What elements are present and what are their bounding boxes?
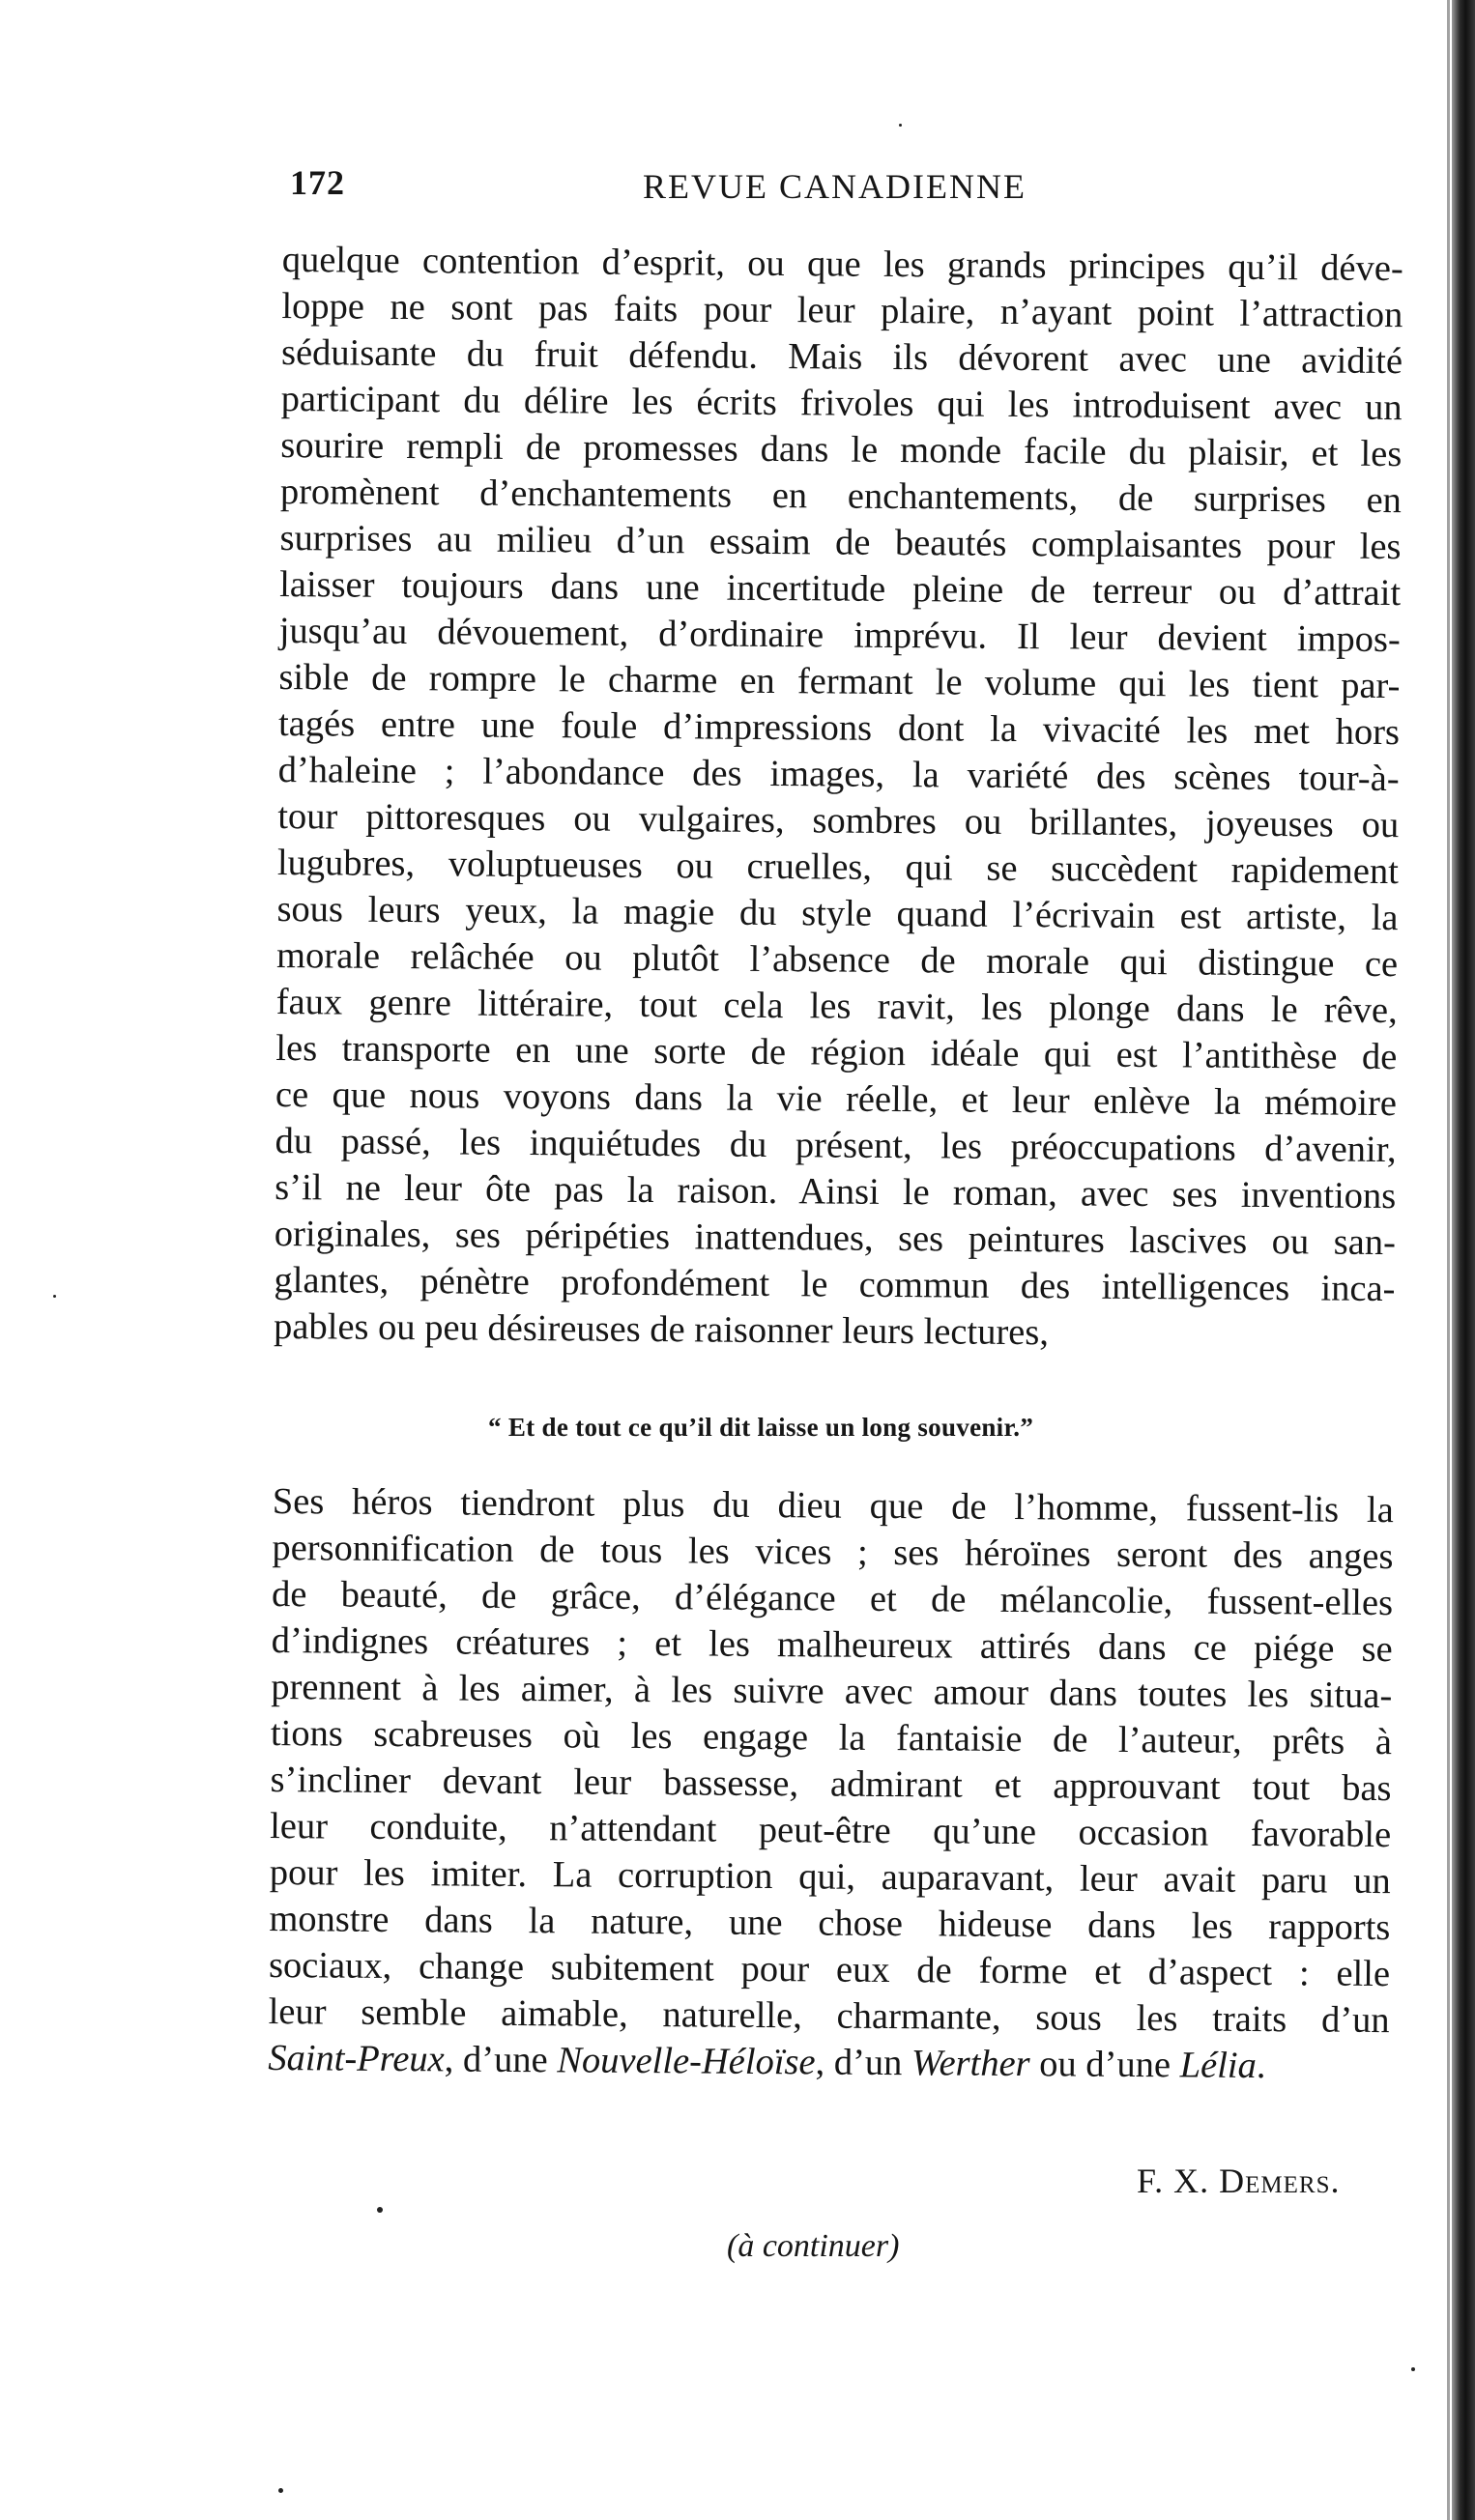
text-line: leur semble aimable, naturelle, charmante, sous les traits d’un <box>268 1990 1390 2042</box>
text-line: lugubres, voluptueuses ou cruelles, qui se succèdent rapidement <box>276 842 1400 893</box>
text-line: jusqu’au dévouement, d’ordinaire imprévu. Il leur devient impos- <box>278 610 1401 661</box>
continuation-note: (à continuer) <box>727 2228 900 2264</box>
text-line: sociaux, change subitement pour eux de forme et d’aspect : elle <box>268 1944 1391 1995</box>
binding-shadow <box>1447 0 1450 2520</box>
author-signature <box>1137 2161 1341 2201</box>
text-line: leur conduite, n’attendant peut-être qu’une occasion favorable <box>270 1805 1392 1856</box>
text-line: d’haleine ; l’abondance des images, la variété des scènes tour-à- <box>277 749 1400 800</box>
text-line: sourire rempli de promesses dans le monde facile du plaisir, et les <box>280 424 1403 475</box>
text-line: séduisante du fruit défendu. Mais ils dévorent avec une avidité <box>280 331 1403 383</box>
text-line: laisser toujours dans une incertitude pleine de terreur ou d’attrait <box>279 563 1402 615</box>
text-line: tour pittoresques ou vulgaires, sombres ou brillantes, joyeuses ou <box>277 795 1400 846</box>
text-line: quelque contention d’esprit, ou que les grands principes qu’il déve- <box>281 239 1403 290</box>
text-fragment: , d’une <box>444 2039 558 2081</box>
binding-edge <box>1452 0 1475 2520</box>
page-number: 172 <box>290 163 345 202</box>
text-line: personnification de tous les vices ; ses héroïnes seront des anges <box>272 1527 1394 1578</box>
title-werther: Werther <box>911 2043 1030 2085</box>
text-line: sous leurs yeux, la magie du style quand l’écrivain est artiste, la <box>276 888 1399 939</box>
paragraph-1 <box>274 237 1403 1359</box>
text-line: prennent à les aimer, à les suivre avec amour dans toutes les situa- <box>271 1666 1393 1717</box>
page-header <box>290 162 1092 220</box>
scan-speck <box>53 1295 56 1298</box>
text-line-final <box>268 2035 1389 2090</box>
text-line: tions scabreuses où les engage la fantaisie de l’auteur, prêts à <box>270 1712 1393 1763</box>
text-line: du passé, les inquiétudes du présent, les préoccupations d’avenir, <box>275 1120 1397 1171</box>
text-line: promènent d’enchantements en enchantements, de surprises en <box>279 471 1403 522</box>
scan-speck <box>278 2488 283 2493</box>
running-title: REVUE CANADIENNE <box>643 167 1027 206</box>
title-saint-preux: Saint-Preux <box>268 2037 445 2080</box>
scan-speck <box>1411 2367 1415 2371</box>
text-line: participant du délire les écrits frivoles qui les introduisent avec un <box>280 378 1403 429</box>
text-line: morale relâchée ou plutôt l’absence de morale qui distingue ce <box>275 934 1399 986</box>
text-line: sible de rompre le charme en fermant le volume qui les tient par- <box>278 656 1401 707</box>
title-nouvelle-heloise: Nouvelle-Héloïse <box>557 2040 816 2083</box>
text-line: s’il ne leur ôte pas la raison. Ainsi le roman, avec ses inventions <box>275 1166 1397 1217</box>
scan-speck <box>377 2207 383 2213</box>
quotation: “ Et de tout ce qu’il dit laisse un long souvenir.” <box>488 1413 1034 1442</box>
title-lelia: Lélia <box>1179 2045 1257 2087</box>
text-line: glantes, pénètre profondément le commun des intelligences inca- <box>274 1259 1396 1310</box>
text-fragment: , d’un <box>815 2042 912 2084</box>
text-fragment: ou d’une <box>1029 2044 1180 2086</box>
text-fragment: . <box>1256 2046 1266 2087</box>
scan-speck <box>899 124 902 127</box>
paragraph-2 <box>268 1478 1394 2090</box>
text-line: les transporte en une sorte de région idéale qui est l’antithèse de <box>275 1027 1398 1078</box>
text-line: originales, ses péripéties inattendues, ses peintures lascives ou san- <box>274 1213 1397 1264</box>
text-line: loppe ne sont pas faits pour leur plaire, n’ayant point l’attraction <box>281 285 1403 336</box>
text-line: ce que nous voyons dans la vie réelle, et leur enlève la mémoire <box>275 1074 1398 1125</box>
author-initials: F. X. <box>1137 2162 1220 2200</box>
text-line: tagés entre une foule d’impressions dont la vivacité les met hors <box>277 702 1401 754</box>
text-line: Ses héros tiendront plus du dieu que de l’homme, fussent-lis la <box>272 1480 1394 1532</box>
text-line: monstre dans la nature, une chose hideuse dans les rapports <box>269 1898 1391 1949</box>
text-line: pables ou peu désireuses de raisonner leurs lectures, <box>273 1305 1050 1354</box>
text-line: d’indignes créatures ; et les malheureux attirés dans ce piége se <box>271 1619 1393 1671</box>
text-line: faux genre littéraire, tout cela les ravit, les plonge dans le rêve, <box>275 981 1398 1032</box>
text-line: s’incliner devant leur bassesse, admirant et approuvant tout bas <box>270 1759 1392 1810</box>
text-line: surprises au milieu d’un essaim de beautés complaisantes pour les <box>279 517 1402 568</box>
author-surname: Demers. <box>1219 2162 1341 2200</box>
text-line: de beauté, de grâce, d’élégance et de mélancolie, fussent-elles <box>271 1573 1394 1624</box>
text-line: pour les imiter. La corruption qui, auparavant, leur avait paru un <box>269 1851 1391 1903</box>
